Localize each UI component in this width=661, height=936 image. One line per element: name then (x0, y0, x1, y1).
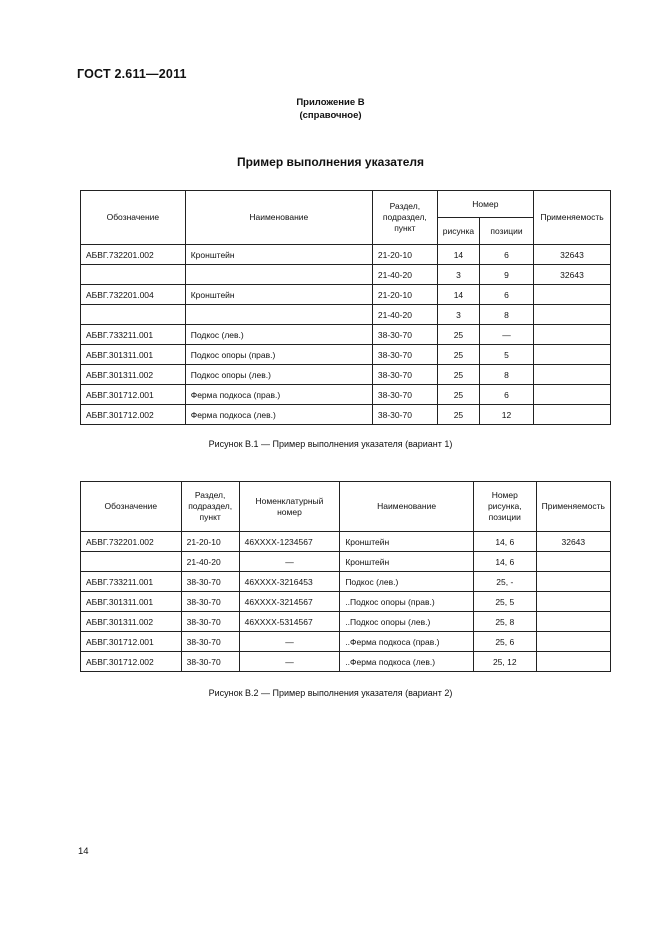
cell-figure: 3 (437, 265, 479, 285)
table-row (81, 245, 611, 265)
index-table-variant-1 (80, 190, 611, 425)
header-number: Номер (437, 191, 533, 218)
cell-designation: АБВГ.732201.002 (81, 532, 182, 552)
header-section-line: Раздел, (194, 490, 226, 500)
appendix-note: (справочное) (299, 110, 362, 121)
figure-caption-2: Рисунок В.2 — Пример выполнения указателя (вариант 2) (208, 688, 453, 698)
cell-name: Кронштейн (340, 552, 474, 572)
cell-name: Подкос (лев.) (185, 325, 372, 345)
cell-name: Подкос опоры (лев.) (185, 365, 372, 385)
document-header: ГОСТ 2.611—2011 (77, 67, 187, 81)
header-section-line: Раздел, (389, 201, 421, 211)
header-section-line: подраздел, (382, 212, 427, 222)
cell-name: Кронштейн (185, 245, 372, 265)
cell-section: 21-20-10 (372, 245, 437, 265)
header-section-line: подраздел, (188, 501, 233, 511)
cell-applicability (533, 305, 610, 325)
cell-number: 25, 5 (473, 592, 536, 612)
cell-figure: 14 (437, 285, 479, 305)
cell-name: Подкос (лев.) (340, 572, 474, 592)
table-row (81, 552, 611, 572)
header-number-line: Номер (491, 490, 518, 500)
cell-nomenclature: — (239, 632, 340, 652)
cell-section: 38-30-70 (372, 345, 437, 365)
cell-designation: АБВГ.301311.001 (81, 345, 186, 365)
table-row (81, 405, 611, 425)
cell-name: Ферма подкоса (лев.) (185, 405, 372, 425)
table-row (81, 325, 611, 345)
cell-applicability (533, 345, 610, 365)
cell-figure: 25 (437, 365, 479, 385)
header-applicability: Применяемость (533, 191, 610, 245)
cell-applicability (536, 652, 610, 672)
cell-name: Подкос опоры (прав.) (185, 345, 372, 365)
cell-figure: 3 (437, 305, 479, 325)
table-row (81, 652, 611, 672)
cell-designation: АБВГ.301311.002 (81, 612, 182, 632)
table-row (81, 592, 611, 612)
cell-applicability (536, 572, 610, 592)
figure-caption-1: Рисунок В.1 — Пример выполнения указателя (вариант 1) (208, 439, 453, 449)
cell-name: ..Подкос опоры (лев.) (340, 612, 474, 632)
cell-name: ..Ферма подкоса (прав.) (340, 632, 474, 652)
cell-designation: АБВГ.301311.001 (81, 592, 182, 612)
cell-applicability (533, 325, 610, 345)
cell-name (185, 265, 372, 285)
cell-number: 25, 8 (473, 612, 536, 632)
cell-section: 38-30-70 (181, 612, 239, 632)
cell-nomenclature: 46XXXX-1234567 (239, 532, 340, 552)
page-number: 14 (78, 846, 89, 857)
cell-figure: 25 (437, 345, 479, 365)
header-nomenclature-line: номер (277, 506, 302, 517)
header-nomenclature (239, 482, 340, 532)
cell-name: Кронштейн (185, 285, 372, 305)
example-title: Пример выполнения указателя (236, 155, 425, 169)
cell-section: 38-30-70 (181, 592, 239, 612)
table-row (81, 632, 611, 652)
cell-nomenclature: 46XXXX-3214567 (239, 592, 340, 612)
header-figure: рисунка (437, 218, 479, 245)
cell-section: 21-20-10 (372, 285, 437, 305)
cell-section: 38-30-70 (372, 405, 437, 425)
table-row (81, 345, 611, 365)
cell-designation: АБВГ.301712.001 (81, 632, 182, 652)
cell-figure: 14 (437, 245, 479, 265)
cell-applicability (536, 592, 610, 612)
cell-position: 9 (480, 265, 534, 285)
header-position: позиции (480, 218, 534, 245)
cell-figure: 25 (437, 325, 479, 345)
cell-number: 25, 6 (473, 632, 536, 652)
cell-number: 14, 6 (473, 552, 536, 572)
cell-section: 38-30-70 (372, 365, 437, 385)
table-row (81, 532, 611, 552)
header-number-line: рисунка, (487, 501, 522, 511)
cell-section: 38-30-70 (181, 572, 239, 592)
cell-designation: АБВГ.733211.001 (81, 572, 182, 592)
cell-designation (81, 552, 182, 572)
appendix-title: Приложение В (296, 97, 365, 108)
cell-name: Ферма подкоса (прав.) (185, 385, 372, 405)
cell-position: 8 (480, 305, 534, 325)
cell-position: 6 (480, 385, 534, 405)
table-row (81, 385, 611, 405)
header-section-line: пункт (394, 223, 416, 233)
cell-applicability (533, 285, 610, 305)
cell-figure: 25 (437, 405, 479, 425)
cell-section: 38-30-70 (372, 385, 437, 405)
table-row (81, 305, 611, 325)
cell-position: 5 (480, 345, 534, 365)
header-name: Наименование (185, 191, 372, 245)
cell-name: ..Подкос опоры (прав.) (340, 592, 474, 612)
cell-designation: АБВГ.733211.001 (81, 325, 186, 345)
header-name: Наименование (340, 482, 474, 532)
cell-applicability (533, 385, 610, 405)
header-applicability: Применяемость (536, 482, 610, 532)
cell-position: 12 (480, 405, 534, 425)
header-section-line: пункт (199, 512, 221, 522)
header-number-line: позиции (488, 512, 521, 522)
cell-position: 8 (480, 365, 534, 385)
cell-name (185, 305, 372, 325)
cell-designation: АБВГ.301712.001 (81, 385, 186, 405)
cell-section: 21-40-20 (372, 305, 437, 325)
cell-section: 21-20-10 (181, 532, 239, 552)
cell-designation: АБВГ.301712.002 (81, 405, 186, 425)
cell-nomenclature: — (239, 652, 340, 672)
cell-nomenclature: 46XXXX-5314567 (239, 612, 340, 632)
cell-section: 21-40-20 (181, 552, 239, 572)
cell-figure: 25 (437, 385, 479, 405)
cell-applicability (533, 405, 610, 425)
cell-nomenclature: 46XXXX-3216453 (239, 572, 340, 592)
cell-applicability (536, 612, 610, 632)
cell-designation: АБВГ.301311.002 (81, 365, 186, 385)
cell-position: 6 (480, 245, 534, 265)
cell-position: — (480, 325, 534, 345)
cell-designation: АБВГ.301712.002 (81, 652, 182, 672)
cell-section: 38-30-70 (181, 632, 239, 652)
header-designation: Обозначение (81, 482, 182, 532)
table-row (81, 612, 611, 632)
cell-applicability: 32643 (533, 245, 610, 265)
cell-designation (81, 265, 186, 285)
index-table-variant-2 (80, 481, 611, 672)
table-row (81, 265, 611, 285)
header-number (473, 482, 536, 532)
cell-applicability (533, 365, 610, 385)
header-section (181, 482, 239, 532)
cell-name: Кронштейн (340, 532, 474, 552)
cell-applicability: 32643 (536, 532, 610, 552)
cell-applicability: 32643 (533, 265, 610, 285)
cell-designation: АБВГ.732201.002 (81, 245, 186, 265)
header-designation: Обозначение (81, 191, 186, 245)
cell-section: 21-40-20 (372, 265, 437, 285)
table-row (81, 285, 611, 305)
cell-number: 25, 12 (473, 652, 536, 672)
header-section (372, 191, 437, 245)
cell-applicability (536, 632, 610, 652)
table-row (81, 365, 611, 385)
appendix-heading (0, 96, 661, 122)
cell-nomenclature: — (239, 552, 340, 572)
cell-section: 38-30-70 (181, 652, 239, 672)
cell-number: 14, 6 (473, 532, 536, 552)
cell-applicability (536, 552, 610, 572)
table-row (81, 572, 611, 592)
cell-section: 38-30-70 (372, 325, 437, 345)
cell-position: 6 (480, 285, 534, 305)
header-nomenclature-line: Номенклатурный (255, 495, 324, 506)
cell-name: ..Ферма подкоса (лев.) (340, 652, 474, 672)
cell-number: 25, - (473, 572, 536, 592)
cell-designation: АБВГ.732201.004 (81, 285, 186, 305)
cell-designation (81, 305, 186, 325)
